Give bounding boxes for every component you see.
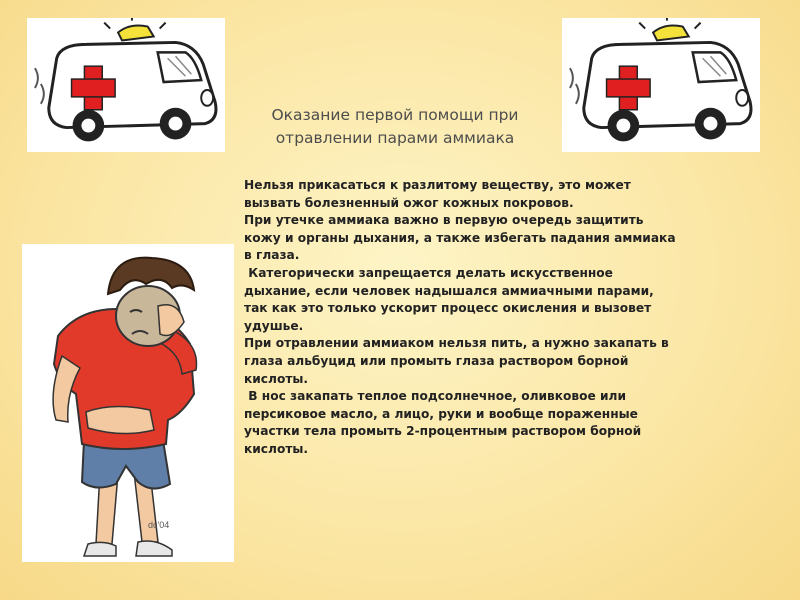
title-line-1: Оказание первой помощи при — [271, 106, 519, 124]
paragraph-1: Нельзя прикасаться к разлитому веществу, это может вызвать болезненный ожог кожных покровов. — [244, 178, 631, 210]
ambulance-icon — [27, 18, 225, 152]
paragraph-2: При утечке аммиака важно в первую очередь защитить кожу и органы дыхания, а также избегать падания аммиака в глаза. — [244, 213, 676, 263]
artist-signature: dc'04 — [148, 520, 170, 530]
paragraph-3: Категорически запрещается делать искусственное дыхание, если человек надышался аммиачными парами, так как это только ускорит процесс окисления и вызовет удушье. — [244, 265, 654, 333]
instructions-text — [244, 177, 744, 459]
ambulance-icon — [562, 18, 760, 152]
paragraph-5: В нос закапать теплое подсолнечное, оливковое или персиковое масло, а лицо, руки и вообще пораженные участки тела промыть 2-процентным раствором борной кислоты. — [244, 389, 642, 456]
paragraph-4: При отравлении аммиаком нельзя пить, а нужно закапать в глаза альбуцид или промыть глаза раствором борной кислоты. — [244, 336, 669, 386]
title-line-2: отравлении парами аммиака — [275, 129, 515, 147]
sick-man-illustration — [22, 244, 234, 562]
page-title — [240, 104, 550, 150]
